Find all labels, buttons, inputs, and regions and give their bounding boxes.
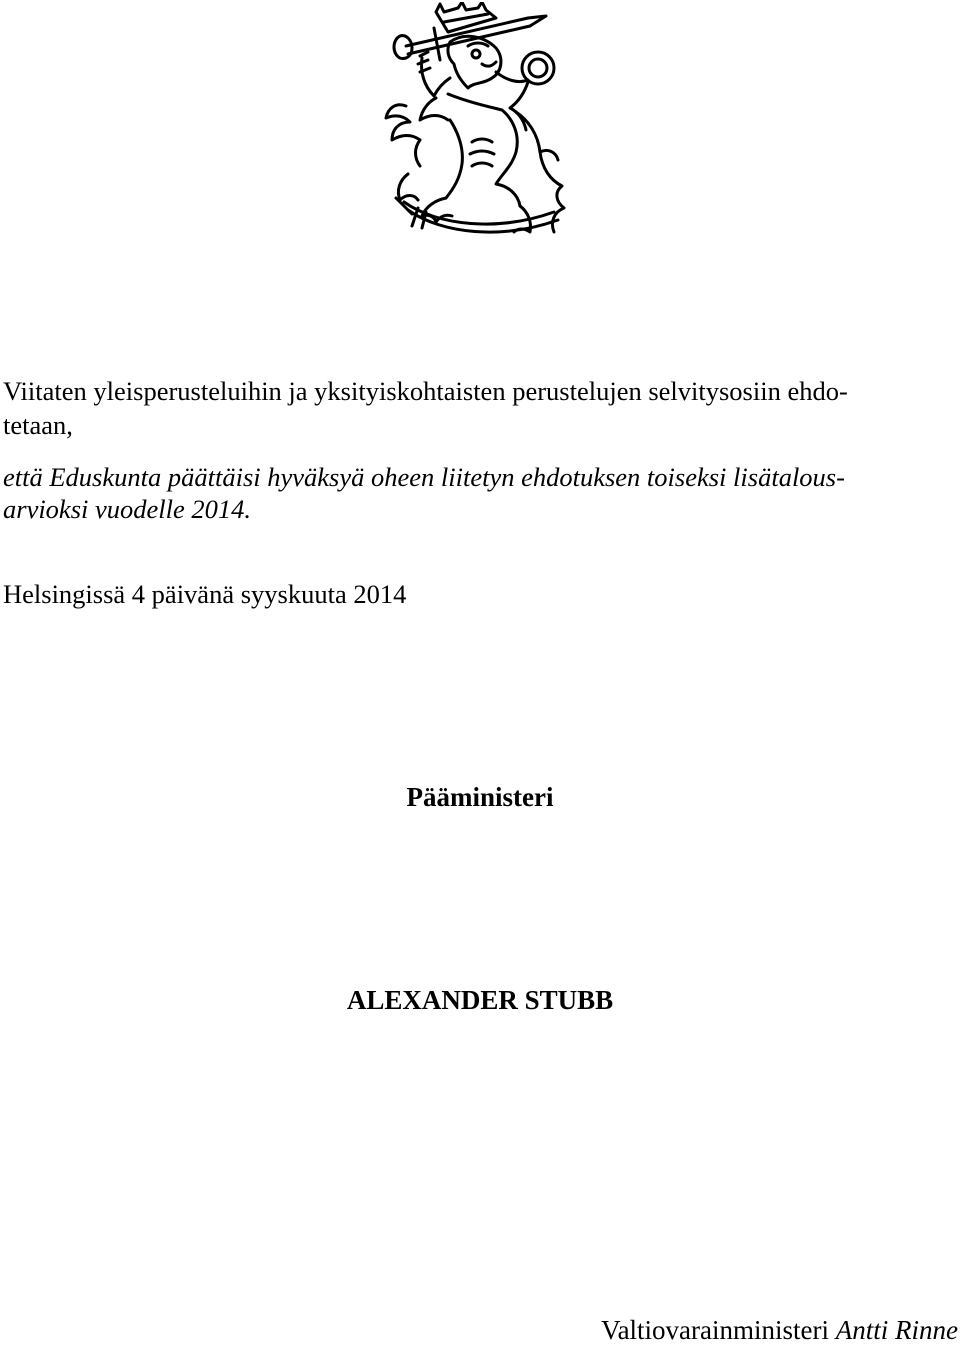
countersigner-name: Antti Rinne: [835, 1315, 958, 1345]
countersigner-title: Valtiovarainministeri: [601, 1315, 830, 1345]
proposal-text-line-1: että Eduskunta päättäisi hyväksyä oheen liitetyn ehdotuksen toiseksi lisätalous-: [3, 462, 845, 492]
proposal-text-line-2: arvioksi vuodelle 2014.: [3, 494, 252, 524]
place-date: Helsingissä 4 päivänä syyskuuta 2014: [3, 579, 407, 609]
signer-title: Pääministeri: [406, 782, 554, 812]
body-text-line-2: tetaan,: [3, 410, 73, 440]
coat-of-arms-icon: [378, 2, 584, 238]
body-text-line-1: Viitaten yleisperusteluihin ja yksityiskohtaisten perustelujen selvitysosiin ehdo-: [3, 376, 848, 406]
signer-name: ALEXANDER STUBB: [346, 985, 614, 1015]
countersigner: [601, 1314, 958, 1346]
